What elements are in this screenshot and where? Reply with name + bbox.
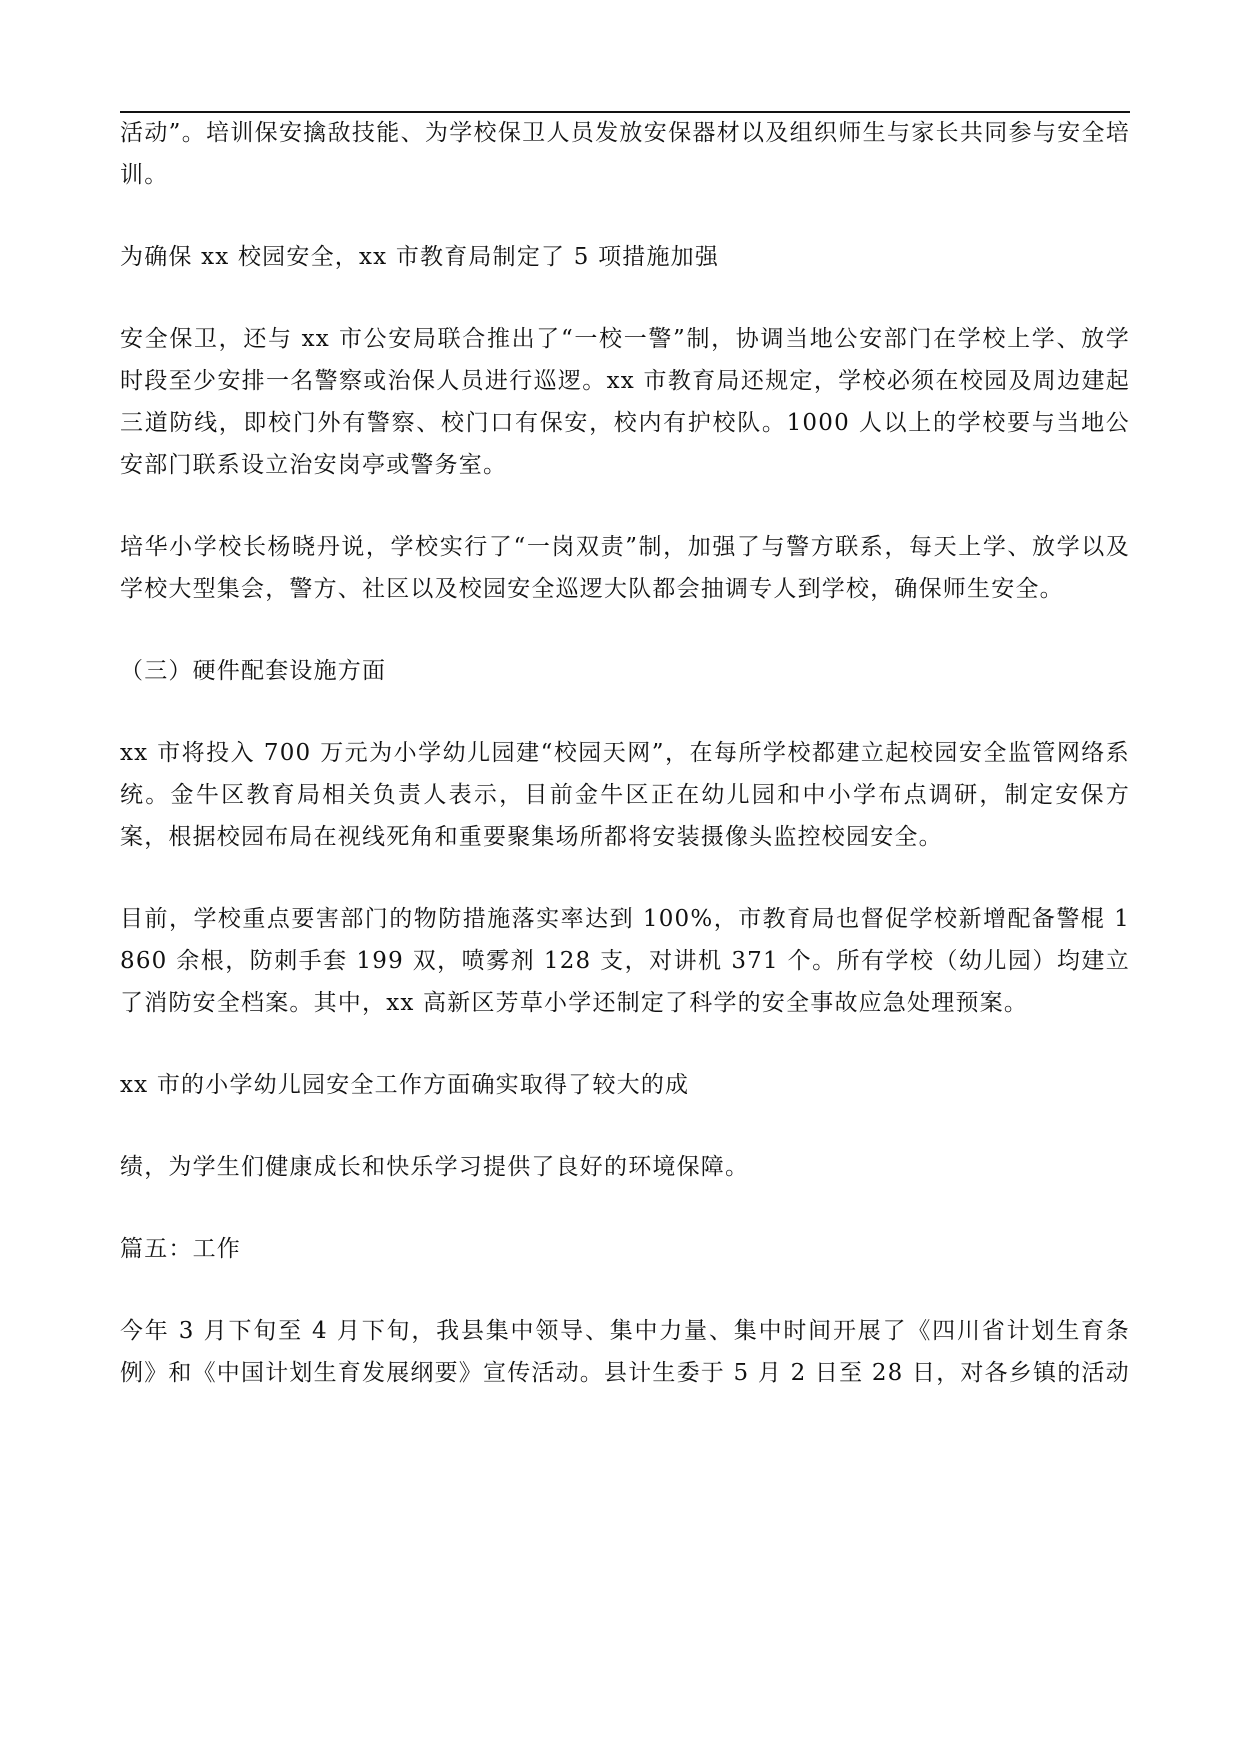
section-heading-hardware: （三）硬件配套设施方面: [120, 658, 387, 684]
paragraph-11: 今年 3 月下旬至 4 月下旬，我县集中领导、集中力量、集中时间开展了《四川省计划生育条例》和《中国计划生育发展纲要》宣传活动。县计生委于 5 月 2 日至 28 日，对各乡镇的活动: [120, 1318, 1130, 1386]
section-heading-part-five: 篇五：工作: [120, 1236, 241, 1262]
paragraph-6: xx 市将投入 700 万元为小学幼儿园建“校园天网”，在每所学校都建立起校园安全监管网络系统。金牛区教育局相关负责人表示，目前金牛区正在幼儿园和中小学布点调研，制定安保方案，根据校园布局在视线死角和重要聚集场所都将安装摄像头监控校园安全。: [120, 740, 1130, 850]
document-page: [120, 0, 1130, 1753]
paragraph-4: 培华小学校长杨晓丹说，学校实行了“一岗双责”制，加强了与警方联系，每天上学、放学以及学校大型集会，警方、社区以及校园安全巡逻大队都会抽调专人到学校，确保师生安全。: [120, 534, 1130, 602]
paragraph-2: 为确保 xx 校园安全，xx 市教育局制定了 5 项措施加强: [120, 244, 720, 270]
paragraph-1: 活动”。培训保安擒敌技能、为学校保卫人员发放安保器材以及组织师生与家长共同参与安全培训。: [120, 120, 1130, 188]
paragraph-8: xx 市的小学幼儿园安全工作方面确实取得了较大的成: [120, 1072, 690, 1098]
paragraph-9: 绩，为学生们健康成长和快乐学习提供了良好的环境保障。: [120, 1154, 750, 1180]
document-body: [120, 112, 1130, 1434]
paragraph-3: 安全保卫，还与 xx 市公安局联合推出了“一校一警”制，协调当地公安部门在学校上学、放学时段至少安排一名警察或治保人员进行巡逻。xx 市教育局还规定，学校必须在校园及周边建起三道防线，即校门外有警察、校门口有保安，校内有护校队。1000 人以上的学校要与当地公安部门联系设立治安岗亭或警务室。: [120, 326, 1130, 478]
paragraph-7: 目前，学校重点要害部门的物防措施落实率达到 100%，市教育局也督促学校新增配备警棍 1860 余根，防刺手套 199 双，喷雾剂 128 支，对讲机 371 个。所有学校（幼儿园）均建立了消防安全档案。其中，xx 高新区芳草小学还制定了科学的安全事故应急处理预案。: [120, 906, 1130, 1016]
